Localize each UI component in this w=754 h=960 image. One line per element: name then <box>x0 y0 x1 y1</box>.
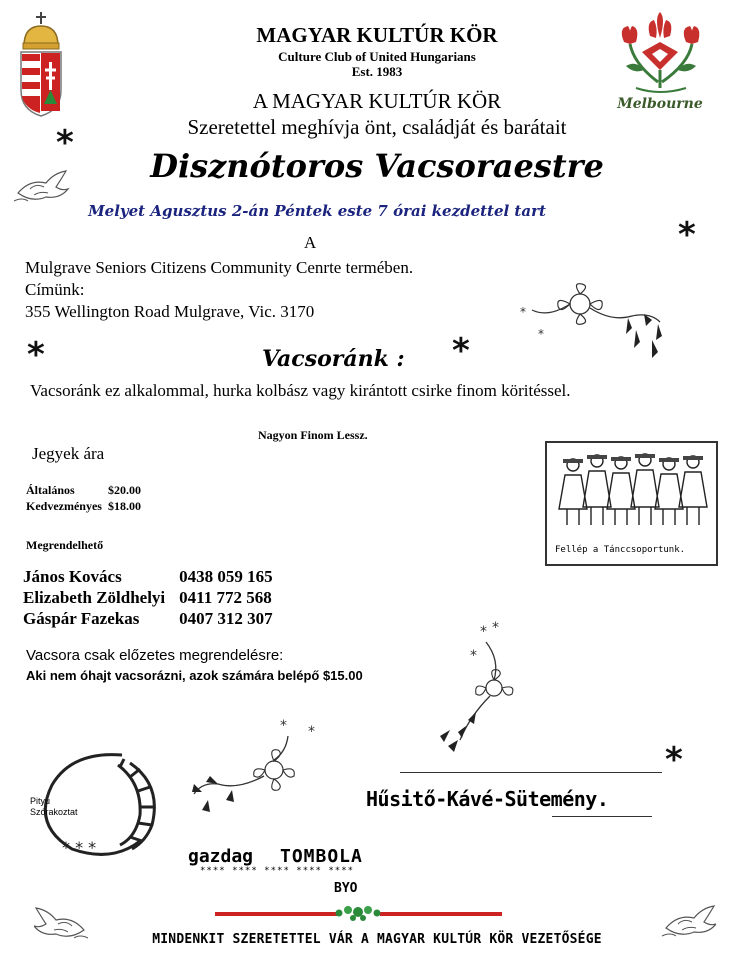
raffle-stars-decoration: **** **** **** **** **** <box>200 866 355 876</box>
org-title: MAGYAR KULTÚR KÖR <box>256 23 498 47</box>
footer-red-line-right <box>380 912 502 916</box>
svg-text:*: * <box>538 327 544 341</box>
dance-caption: Fellép a Tánccsoportunk. <box>555 545 686 555</box>
asterisk-ornament-icon: * <box>678 215 696 255</box>
contact-table <box>23 566 279 629</box>
address-label: Címünk: <box>25 280 85 299</box>
svg-text:*: * <box>480 624 487 640</box>
raffle-word-gazdag: gazdag <box>188 846 254 867</box>
ticket-price-row <box>26 482 147 498</box>
contact-row <box>23 566 279 587</box>
footer-text: MINDENKIT SZERETETTEL VÁR A MAGYAR KULTÚR KÖR VEZETŐSÉGE <box>152 932 602 947</box>
tickets-heading: Jegyek ára <box>32 444 105 463</box>
ticket-price-value: $18.00 <box>107 499 141 513</box>
refreshments-rule <box>400 772 662 773</box>
event-date-line: Melyet Agusztus 2-án Péntek este 7 órai kezdettel tart <box>88 202 546 220</box>
ticket-price-row <box>26 498 147 514</box>
asterisk-ornament-icon: * <box>27 335 45 375</box>
ticket-price-value: $20.00 <box>107 483 141 497</box>
ticket-type-label: Kedvezményes <box>26 499 102 513</box>
footer-red-line-left <box>215 912 337 916</box>
asterisk-ornament-icon: * <box>452 331 470 371</box>
raffle-word-tombola: TOMBOLA <box>280 846 363 867</box>
orders-heading: Megrendelhető <box>26 538 104 552</box>
dinner-description: Vacsoránk ez alkalommal, hurka kolbász vagy kirántott csirke finom köritéssel. <box>30 381 571 400</box>
contact-name: Elizabeth Zöldhelyi <box>23 588 166 607</box>
refreshments-underline <box>552 816 652 817</box>
ticket-type-label: Általános <box>26 483 75 497</box>
established-year: Est. 1983 <box>351 64 403 79</box>
invitation-line-2: Szeretettel meghívja önt, családját és barátait <box>187 115 567 139</box>
venue-address: 355 Wellington Road Mulgrave, Vic. 3170 <box>25 302 315 321</box>
flower-ornament-icon <box>188 712 328 822</box>
refreshments-text: Hűsitő-Kávé-Sütemény. <box>366 787 609 811</box>
contact-name: János Kovács <box>23 567 122 586</box>
asterisk-ornament-icon: * <box>56 123 74 163</box>
pityu-name: Pityu <box>30 796 51 806</box>
flower-ornament-icon <box>430 620 540 760</box>
dance-group-image <box>545 441 718 566</box>
byo-text: BYO <box>334 881 358 896</box>
green-leaf-ornament-icon <box>331 900 385 924</box>
venue-article: A <box>304 233 317 252</box>
venue-name: Mulgrave Seniors Citizens Community Cenrte termében. <box>25 258 414 277</box>
logo-city-text: Melbourne <box>617 96 703 112</box>
flower-ornament-icon <box>512 282 672 372</box>
svg-text:*: * <box>492 620 499 636</box>
svg-text:*: * <box>520 305 526 319</box>
invitation-line-1: A MAGYAR KULTÚR KÖR <box>252 89 502 113</box>
contact-row <box>23 587 279 608</box>
svg-text:*: * <box>280 718 287 734</box>
dove-icon <box>10 165 72 207</box>
event-title: Disznótoros Vacsoraestre <box>150 147 604 185</box>
svg-text:* * *: * * * <box>62 838 97 857</box>
contact-phone: 0438 059 165 <box>179 567 273 586</box>
dinner-note: Nagyon Finom Lessz. <box>258 428 368 442</box>
dancers-illustration-icon <box>547 443 716 539</box>
preorder-notice: Vacsora csak előzetes megrendelésre: <box>26 647 284 664</box>
ticket-price-table <box>26 482 147 514</box>
dinner-heading: Vacsoránk : <box>262 346 405 372</box>
svg-text:*: * <box>470 648 477 664</box>
org-subtitle: Culture Club of United Hungarians <box>278 49 476 64</box>
contact-phone: 0407 312 307 <box>179 609 273 628</box>
svg-text:*: * <box>308 724 315 740</box>
asterisk-ornament-icon: * <box>665 740 683 780</box>
contact-row <box>23 608 279 629</box>
entry-fee-note: Aki nem óhajt vacsorázni, azok számára belépő $15.00 <box>26 668 363 683</box>
contact-name: Gáspár Fazekas <box>23 609 140 628</box>
pityu-role: Szórakoztat <box>30 807 78 817</box>
contact-phone: 0411 772 568 <box>179 588 272 607</box>
